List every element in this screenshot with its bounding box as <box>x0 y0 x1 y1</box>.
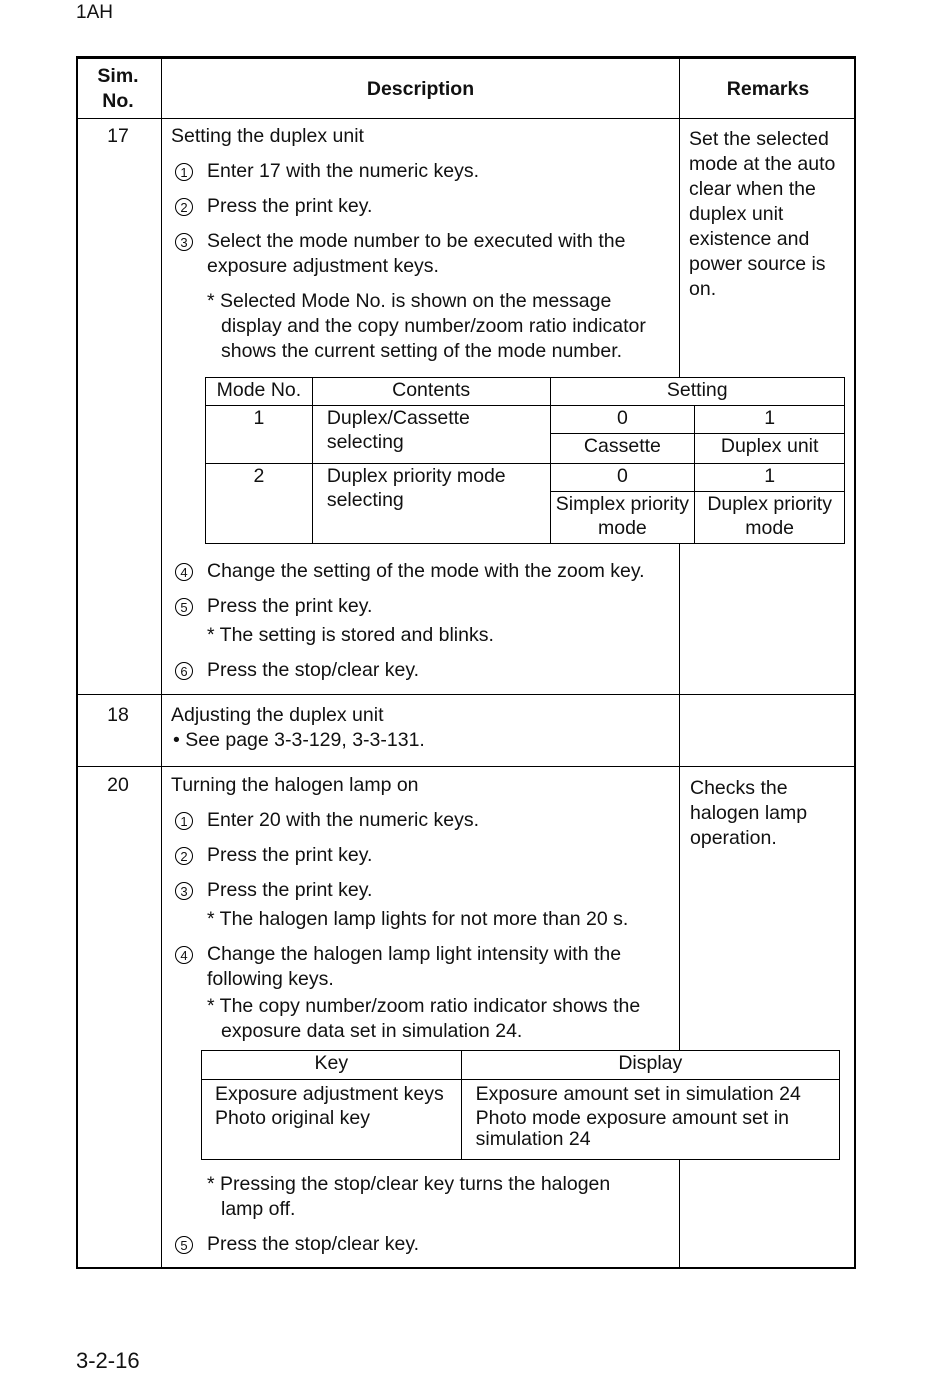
sim20-step-3 <box>175 878 373 903</box>
sim17-title: Setting the duplex unit <box>171 125 364 147</box>
key-list <box>202 1080 462 1160</box>
contents-line: Duplex/Cassette <box>326 407 470 429</box>
key-table-header-key: Key <box>202 1051 462 1080</box>
sim18-page-reference: • See page 3-3-129, 3-3-131. <box>173 729 425 751</box>
display-text: simulation 24 <box>475 1128 591 1150</box>
sim-number-17: 17 <box>107 125 129 147</box>
step-text: Press the print key. <box>207 879 373 901</box>
step-text: Press the stop/clear key. <box>207 1233 420 1255</box>
display-text: Exposure amount set in simulation 24 <box>475 1083 801 1105</box>
sim17-remarks <box>689 127 835 302</box>
setting-label-1 <box>695 492 845 544</box>
label-line: mode <box>598 517 647 539</box>
step-number-circle: 4 <box>175 946 193 964</box>
setting-value-0: 0 <box>550 464 695 492</box>
note-line: exposure data set in simulation 24. <box>221 1020 523 1042</box>
setting-value-1: 1 <box>695 464 845 492</box>
row-divider-17-18 <box>76 694 856 695</box>
header-remarks: Remarks <box>726 78 810 100</box>
header-row-divider <box>76 118 856 119</box>
setting-label-0 <box>550 492 695 544</box>
remark-line: Checks the <box>690 777 788 799</box>
sim-number-20: 20 <box>107 774 129 796</box>
mode-table-header-contents: Contents <box>312 378 550 406</box>
note-line: shows the current setting of the mode number. <box>221 340 623 362</box>
mode-table-header-mode-no: Mode No. <box>206 378 313 406</box>
key-table-header-display: Display <box>461 1051 839 1080</box>
note-line: display and the copy number/zoom ratio indicator <box>221 315 646 337</box>
sim18-title: Adjusting the duplex unit <box>171 704 384 726</box>
sim17-step-5 <box>175 594 373 619</box>
row-divider-18-20 <box>76 766 856 767</box>
remark-line: operation. <box>690 827 777 849</box>
remark-line: duplex unit <box>689 203 784 225</box>
step-text: Enter 20 with the numeric keys. <box>207 809 480 831</box>
mode-table-header-setting: Setting <box>550 378 844 406</box>
step-text: Press the print key. <box>207 595 373 617</box>
step-number-circle: 2 <box>175 198 193 216</box>
contents-line: selecting <box>326 489 404 511</box>
document-code: 1AH <box>76 2 113 23</box>
step-number-circle: 5 <box>175 1236 193 1254</box>
note-line: * Pressing the stop/clear key turns the halogen <box>207 1173 611 1195</box>
key-name: Photo original key <box>215 1107 371 1129</box>
page-number: 3-2-16 <box>76 1348 140 1373</box>
remark-line: halogen lamp <box>690 802 808 824</box>
step-number-circle: 1 <box>175 163 193 181</box>
sim20-remarks <box>690 776 807 851</box>
sim20-note-step4 <box>207 994 640 1044</box>
sim20-step-1 <box>175 808 480 833</box>
step-number-circle: 2 <box>175 847 193 865</box>
step-text-line: Select the mode number to be executed with the <box>207 230 626 252</box>
mode-number: 2 <box>206 464 313 544</box>
step-number-circle: 3 <box>175 882 193 900</box>
step-text: Press the print key. <box>207 195 373 217</box>
note-line: * Selected Mode No. is shown on the message <box>207 290 612 312</box>
sim17-step-1 <box>175 159 480 184</box>
column-divider-sim <box>161 58 162 1269</box>
column-divider-remarks-2 <box>679 543 680 1050</box>
sim17-step-2 <box>175 194 373 219</box>
sim17-step-3 <box>175 229 626 277</box>
sim17-step-4 <box>175 559 645 584</box>
step-text-line: Change the halogen lamp light intensity with the <box>207 943 622 965</box>
sim17-note-2: * The setting is stored and blinks. <box>207 624 494 646</box>
header-sim-label: Sim. <box>97 65 139 87</box>
sim20-note-end <box>207 1172 610 1222</box>
display-text: Photo mode exposure amount set in <box>475 1107 789 1129</box>
label-line: Duplex priority <box>707 493 832 515</box>
remark-line: power source is <box>689 253 826 275</box>
remark-line: Set the selected <box>689 128 829 150</box>
remark-line: on. <box>689 278 717 300</box>
setting-value-1: 1 <box>695 406 845 434</box>
mode-table <box>205 377 845 544</box>
key-display-table <box>201 1050 840 1160</box>
step-text: Enter 17 with the numeric keys. <box>207 160 480 182</box>
step-text: Press the print key. <box>207 844 373 866</box>
display-list <box>461 1080 839 1160</box>
contents-line: Duplex priority mode <box>326 465 506 487</box>
step-number-circle: 1 <box>175 812 193 830</box>
note-line: * The copy number/zoom ratio indicator shows the <box>207 995 641 1017</box>
header-no-label: No. <box>102 90 134 112</box>
step-text: Change the setting of the mode with the zoom key. <box>207 560 645 582</box>
column-divider-remarks-1 <box>679 58 680 378</box>
header-description: Description <box>366 78 475 100</box>
contents-line: selecting <box>326 431 404 453</box>
mode-contents <box>312 406 550 464</box>
step-text-line: following keys. <box>207 968 334 990</box>
sim20-step-5 <box>175 1232 420 1257</box>
sim20-step-2 <box>175 843 373 868</box>
remark-line: mode at the auto <box>689 153 836 175</box>
column-divider-remarks-3 <box>679 1160 680 1269</box>
step-number-circle: 4 <box>175 563 193 581</box>
header-sim-no <box>76 64 160 114</box>
setting-label-0: Cassette <box>550 434 695 464</box>
key-name: Exposure adjustment keys <box>215 1083 444 1105</box>
remark-line: existence and <box>689 228 810 250</box>
step-number-circle: 3 <box>175 233 193 251</box>
sim17-step-6 <box>175 658 420 683</box>
step-number-circle: 5 <box>175 598 193 616</box>
sim20-step-4 <box>175 942 622 990</box>
mode-contents <box>312 464 550 544</box>
note-line: lamp off. <box>221 1198 296 1220</box>
label-line: mode <box>745 517 795 539</box>
step-text: Press the stop/clear key. <box>207 659 420 681</box>
sim20-note-step3: * The halogen lamp lights for not more than 20 s. <box>207 908 629 930</box>
setting-label-1: Duplex unit <box>695 434 845 464</box>
setting-value-0: 0 <box>550 406 695 434</box>
step-text-line: exposure adjustment keys. <box>207 255 439 277</box>
mode-number: 1 <box>206 406 313 464</box>
label-line: Simplex priority <box>555 493 690 515</box>
step-number-circle: 6 <box>175 662 193 680</box>
sim-number-18: 18 <box>107 704 129 726</box>
sim20-title: Turning the halogen lamp on <box>171 774 419 796</box>
remark-line: clear when the <box>689 178 816 200</box>
sim17-note <box>207 289 646 364</box>
